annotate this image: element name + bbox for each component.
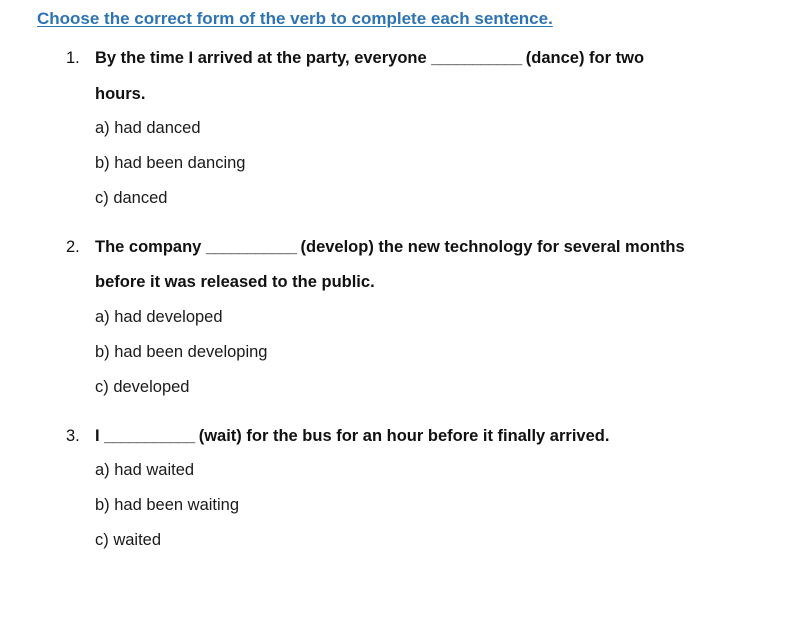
question-text-line-2: before it was released to the public.: [95, 273, 375, 291]
question-text-after-blank: (wait) for the bus for an hour before it finally arrived.: [194, 427, 610, 445]
question-text-before-blank: The company: [95, 238, 206, 256]
option-b: b) had been dancing: [95, 154, 246, 172]
question-text-line-2: hours.: [95, 85, 146, 103]
answer-blank: ___________: [431, 49, 522, 67]
option-c: c) developed: [95, 378, 190, 396]
question-text-before-blank: By the time I arrived at the party, everyone: [95, 49, 432, 67]
option-b: b) had been waiting: [95, 496, 240, 514]
answer-blank: ___________: [104, 427, 195, 445]
option-b: b) had been developing: [95, 343, 268, 361]
question-number: 2.: [66, 238, 80, 256]
option-c: c) danced: [95, 189, 168, 207]
option-a: a) had developed: [95, 308, 223, 326]
question-text-line-1: [95, 427, 609, 446]
question-number: 3.: [66, 427, 80, 445]
question-number: 1.: [66, 49, 80, 67]
question-text-before-blank: I: [95, 427, 105, 445]
question-text-after-blank: (develop) the new technology for several months: [295, 238, 685, 256]
question-text-line-1: [95, 49, 644, 68]
question-text-line-1: [95, 238, 685, 257]
answer-blank: ___________: [205, 238, 296, 256]
instructions-heading: Choose the correct form of the verb to complete each sentence.: [37, 9, 553, 28]
option-a: a) had waited: [95, 461, 195, 479]
option-c: c) waited: [95, 531, 162, 549]
question-text-after-blank: (dance) for two: [521, 49, 645, 67]
option-a: a) had danced: [95, 119, 201, 137]
